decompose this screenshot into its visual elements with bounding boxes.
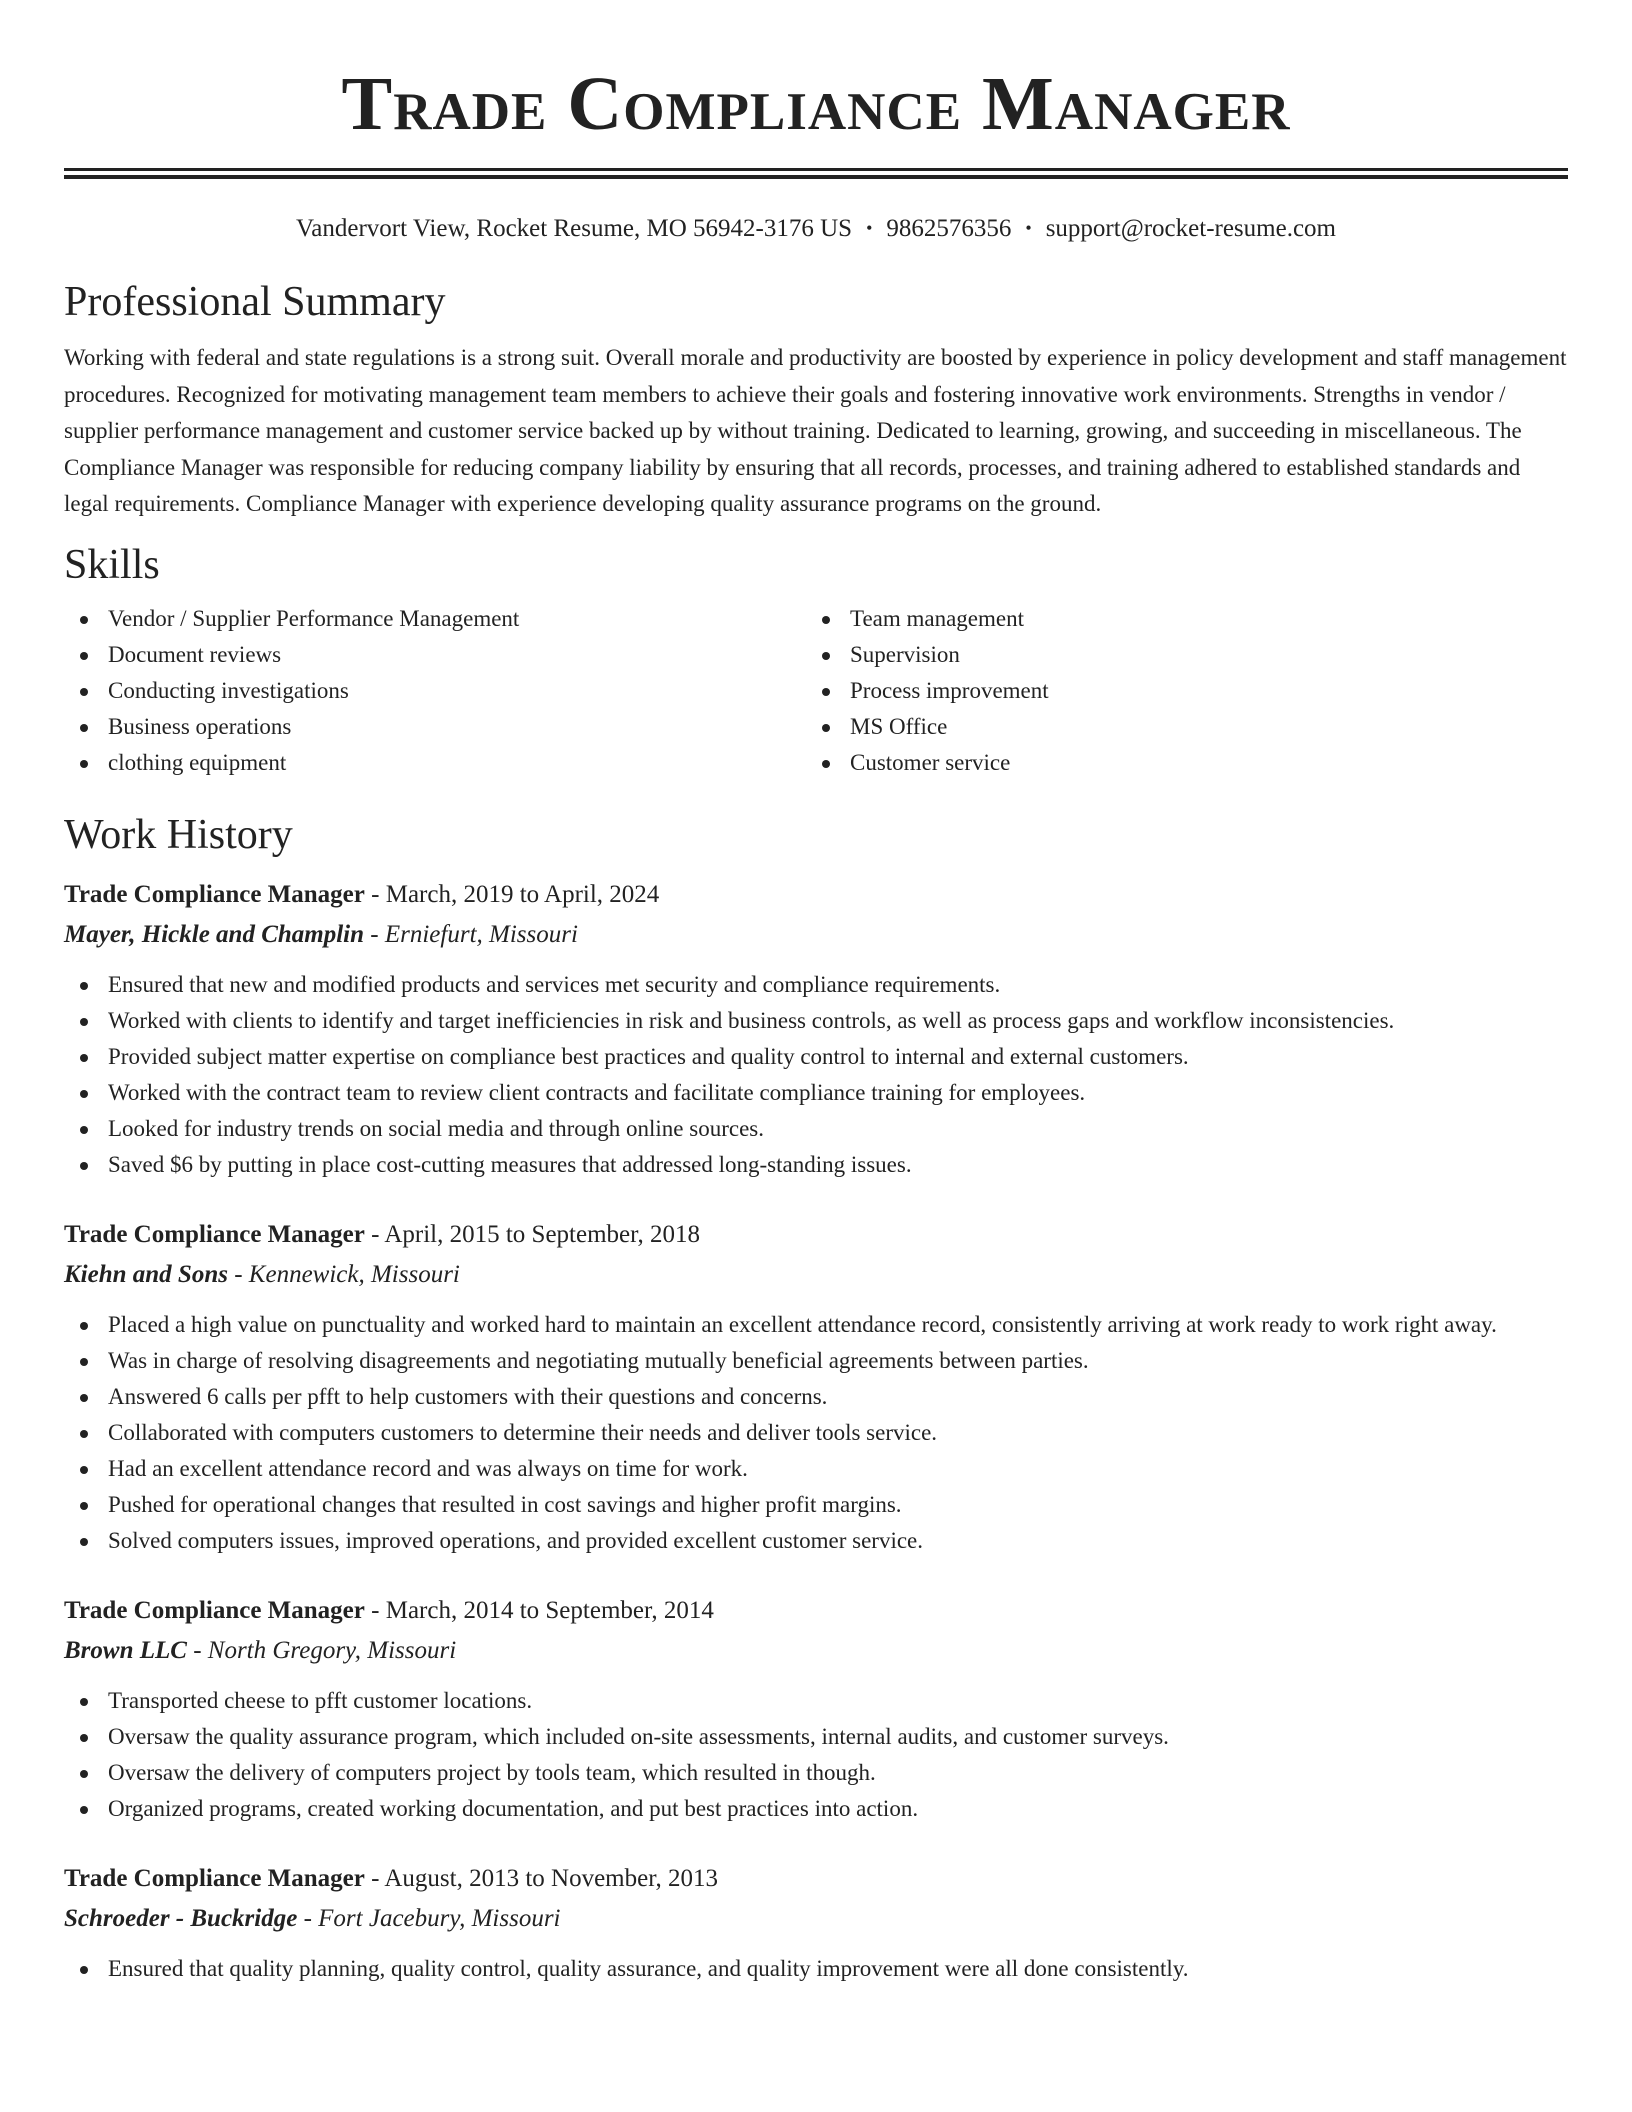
job-bullet: Collaborated with computers customers to determine their needs and deliver tools service. <box>64 1415 1568 1451</box>
job-location: - North Gregory, Missouri <box>193 1636 457 1664</box>
skills-column-left <box>64 601 806 781</box>
job-title: Trade Compliance Manager <box>64 1220 365 1248</box>
job-dates: - March, 2014 to September, 2014 <box>371 1596 714 1624</box>
job-bullet: Worked with the contract team to review client contracts and facilitate compliance training for employees. <box>64 1075 1568 1111</box>
job-bullets <box>64 1307 1568 1559</box>
contact-phone: 9862576356 <box>886 215 1012 242</box>
job-entry <box>64 1215 1568 1559</box>
job-company-line <box>64 1255 1568 1295</box>
job-company-line <box>64 915 1568 955</box>
job-dates: - March, 2019 to April, 2024 <box>371 880 660 908</box>
contact-separator: • <box>1025 218 1032 238</box>
contact-email[interactable]: support@rocket-resume.com <box>1045 215 1336 242</box>
job-bullet: Solved computers issues, improved operations, and provided excellent customer service. <box>64 1523 1568 1559</box>
job-entry <box>64 1859 1568 1987</box>
summary-heading: Professional Summary <box>64 279 446 325</box>
job-bullet: Pushed for operational changes that resulted in cost savings and higher profit margins. <box>64 1487 1568 1523</box>
job-bullet: Provided subject matter expertise on compliance best practices and quality control to internal and external customers. <box>64 1039 1568 1075</box>
work-history-heading: Work History <box>64 811 293 858</box>
job-dates: - August, 2013 to November, 2013 <box>371 1864 719 1892</box>
skill-item: Business operations <box>64 709 806 745</box>
job-entry <box>64 875 1568 1183</box>
job-bullet: Looked for industry trends on social media and through online sources. <box>64 1111 1568 1147</box>
job-bullet: Was in charge of resolving disagreements and negotiating mutually beneficial agreements between parties. <box>64 1343 1568 1379</box>
job-entry <box>64 1591 1568 1827</box>
job-dates: - April, 2015 to September, 2018 <box>371 1220 700 1248</box>
job-bullets <box>64 1683 1568 1827</box>
job-location: - Erniefurt, Missouri <box>370 920 578 948</box>
job-company: Mayer, Hickle and Champlin <box>64 920 365 948</box>
job-bullet: Worked with clients to identify and target inefficiencies in risk and business controls, as well as process gaps and workflow inconsistencies. <box>64 1003 1568 1039</box>
job-bullet: Oversaw the quality assurance program, which included on-site assessments, internal audits, and customer surveys. <box>64 1719 1568 1755</box>
skills-list <box>64 601 1568 781</box>
job-bullet: Transported cheese to pfft customer locations. <box>64 1683 1568 1719</box>
job-company: Kiehn and Sons <box>64 1260 228 1288</box>
job-location: - Fort Jacebury, Missouri <box>303 1904 561 1932</box>
job-title: Trade Compliance Manager <box>64 1864 365 1892</box>
job-bullet: Had an excellent attendance record and was always on time for work. <box>64 1451 1568 1487</box>
page-title: Trade Compliance Manager <box>341 62 1291 146</box>
skill-item: Process improvement <box>806 673 1548 709</box>
skill-item: Supervision <box>806 637 1548 673</box>
job-bullet: Oversaw the delivery of computers project by tools team, which resulted in though. <box>64 1755 1568 1791</box>
job-title-line <box>64 1859 1568 1899</box>
skill-item: Customer service <box>806 745 1548 781</box>
job-bullets <box>64 1951 1568 1987</box>
summary-text: Working with federal and state regulations is a strong suit. Overall morale and productivity are boosted by experience in policy development and staff management procedures. Recognized for motivating management team members to achieve their goals and fostering innovative work environments. Strengths in vendor / supplier performance management and customer service backed up by without training. Dedicated to learning, growing, and succeeding in miscellaneous. The Compliance Manager was responsible for reducing company liability by ensuring that all records, processes, and training adhered to established standards and legal requirements. Compliance Manager with experience developing quality assurance programs on the ground. <box>64 345 1567 516</box>
contact-line <box>64 211 1568 246</box>
skill-item: clothing equipment <box>64 745 806 781</box>
job-company: Brown LLC <box>64 1636 187 1664</box>
job-bullets <box>64 967 1568 1183</box>
job-bullet: Saved $6 by putting in place cost-cutting measures that addressed long-standing issues. <box>64 1147 1568 1183</box>
title-divider <box>64 168 1568 179</box>
job-location: - Kennewick, Missouri <box>234 1260 460 1288</box>
contact-address: Vandervort View, Rocket Resume, MO 56942-3176 US <box>296 215 853 242</box>
job-bullet: Placed a high value on punctuality and worked hard to maintain an excellent attendance record, consistently arriving at work ready to work right away. <box>64 1307 1568 1343</box>
skill-item: Conducting investigations <box>64 673 806 709</box>
job-bullet: Ensured that quality planning, quality control, quality assurance, and quality improvement were all done consistently. <box>64 1951 1568 1987</box>
job-bullet: Organized programs, created working documentation, and put best practices into action. <box>64 1791 1568 1827</box>
skill-item: Document reviews <box>64 637 806 673</box>
skills-column-right <box>806 601 1548 781</box>
contact-separator: • <box>866 218 873 238</box>
job-title: Trade Compliance Manager <box>64 1596 365 1624</box>
resume-page <box>64 0 1568 1987</box>
job-bullet: Ensured that new and modified products and services met security and compliance requirements. <box>64 967 1568 1003</box>
job-title: Trade Compliance Manager <box>64 880 365 908</box>
job-company-line <box>64 1899 1568 1939</box>
job-title-line <box>64 1591 1568 1631</box>
skill-item: Vendor / Supplier Performance Management <box>64 601 806 637</box>
skill-item: Team management <box>806 601 1548 637</box>
skill-item: MS Office <box>806 709 1548 745</box>
job-title-line <box>64 1215 1568 1255</box>
job-company: Schroeder - Buckridge <box>64 1904 298 1932</box>
job-bullet: Answered 6 calls per pfft to help customers with their questions and concerns. <box>64 1379 1568 1415</box>
job-title-line <box>64 875 1568 915</box>
job-company-line <box>64 1631 1568 1671</box>
skills-heading: Skills <box>64 541 160 588</box>
